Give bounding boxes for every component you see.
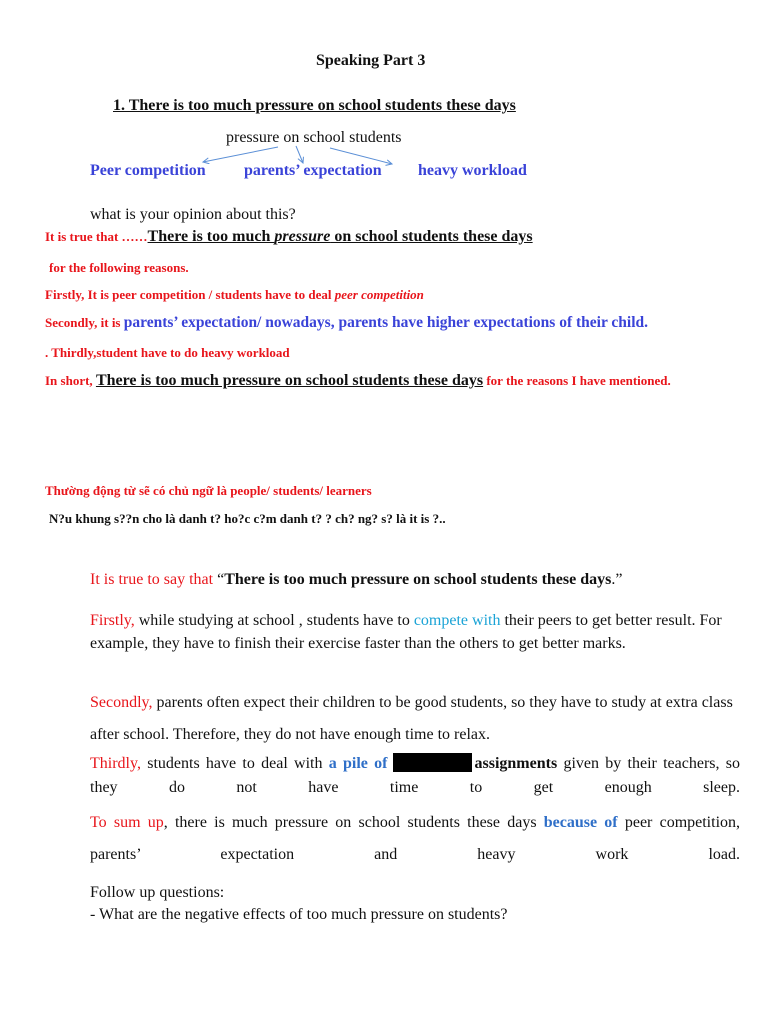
p4-blue: a pile of: [328, 755, 388, 772]
intro-c: on school students these days: [330, 228, 533, 245]
essay-conclusion: [90, 807, 740, 871]
p1-bold: There is too much pressure on school students these days: [224, 571, 612, 588]
outline-secondly: [45, 314, 648, 332]
firstly-prefix: Firstly, It is peer competition / students have to deal: [45, 287, 335, 302]
outline-reasons: for the following reasons.: [49, 260, 189, 275]
short-prefix: In short,: [45, 373, 96, 388]
note-garbled: N?u khung s??n cho là danh t? ho?c c?m danh t? ? ch? ng? s? là it is ?..: [49, 511, 446, 526]
p5-blue: because of: [543, 814, 618, 831]
firstly-italic: peer competition: [334, 287, 424, 302]
p4-bold: assignments: [474, 755, 558, 772]
short-suffix: for the reasons I have mentioned.: [483, 373, 671, 388]
intro-a: There is too much: [147, 228, 275, 245]
secondly-prefix: Secondly, it is: [45, 315, 124, 330]
p3-red: Secondly,: [90, 694, 157, 711]
essay-secondly: [90, 687, 740, 751]
branch-parents: parents’ expectation: [244, 162, 382, 179]
question-heading: 1. There is too much pressure on school students these days: [113, 97, 516, 114]
p2-red: Firstly,: [90, 612, 139, 629]
p4-a: students have to deal with: [147, 755, 329, 772]
p2-b: their peers to get better result. For example, they have to finish their exercise faster than the others to get better marks.: [90, 612, 722, 652]
p1-open: “: [217, 571, 225, 588]
p2-a: while studying at school , students have to: [138, 612, 414, 629]
redaction-block: [393, 753, 472, 772]
outline-short: [45, 372, 671, 390]
secondly-blue: parents’ expectation/ nowadays, parents have higher expectations of their child.: [123, 314, 649, 331]
followup-question-1: - What are the negative effects of too much pressure on students?: [90, 906, 508, 923]
opinion-question: what is your opinion about this?: [90, 206, 296, 223]
p1-close: .”: [611, 571, 623, 588]
p3-text: parents often expect their children to be good students, so they have to study at extra class after school. Therefore, they do not have enough time to relax.: [90, 694, 733, 743]
p1-red: It is true to say that: [90, 571, 218, 588]
p5-red: To sum up: [90, 814, 164, 831]
p2-cyan: compete with: [413, 612, 501, 629]
essay-firstly: [90, 609, 740, 655]
outline-intro: [45, 228, 533, 246]
branch-peer: Peer competition: [90, 162, 206, 179]
arrow-peer: [203, 147, 278, 162]
diagram-center: pressure on school students: [226, 129, 402, 146]
p4-b: given by their teachers, so they do not have time to get enough sleep.: [90, 755, 740, 796]
p5-a: , there is much pressure on school students these days: [163, 814, 544, 831]
outline-thirdly: . Thirdly,student have to do heavy workload: [45, 345, 290, 360]
note-vietnamese: Thường động từ sẽ có chủ ngữ là people/ students/ learners: [45, 483, 372, 498]
intro-prefix: It is true that ……: [45, 229, 148, 244]
p5-b: peer competition, parents’ expectation and heavy work load.: [90, 814, 741, 863]
branch-workload: heavy workload: [418, 162, 527, 179]
p4-red: Thirdly,: [90, 755, 148, 772]
essay-thirdly: [90, 752, 740, 800]
followup-heading: Follow up questions:: [90, 884, 225, 901]
outline-firstly: [45, 287, 424, 303]
arrow-parents: [296, 146, 303, 163]
page-title: Speaking Part 3: [316, 52, 426, 69]
short-main: There is too much pressure on school students these days: [95, 372, 484, 389]
essay-intro: [90, 568, 740, 591]
intro-b: pressure: [274, 228, 331, 245]
